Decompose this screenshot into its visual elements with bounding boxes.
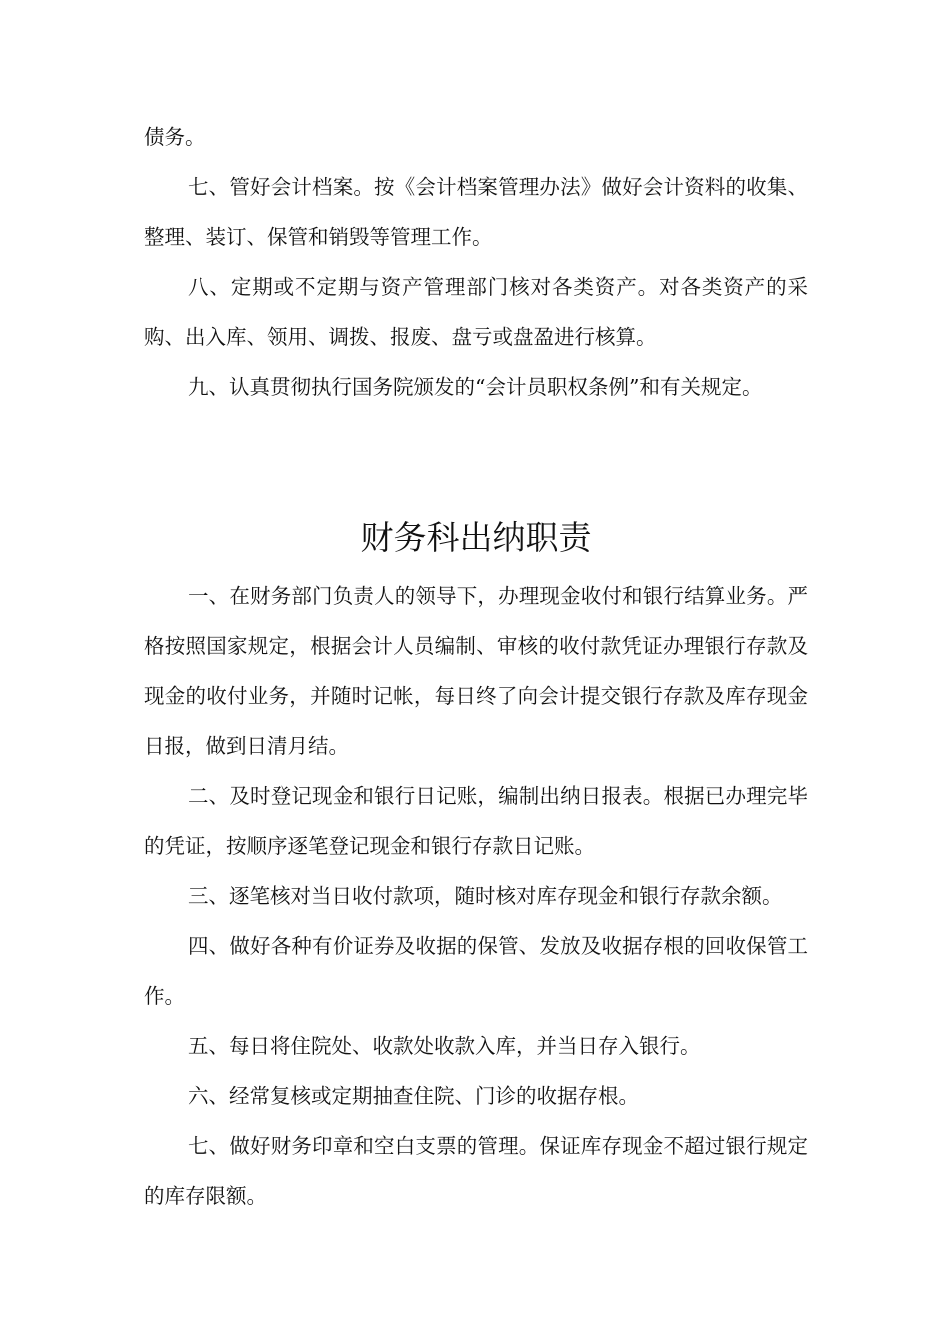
paragraph: 八、定期或不定期与资产管理部门核对各类资产。对各类资产的采购、出入库、领用、调拨、报废、盘亏或盘盈进行核算。	[144, 275, 808, 349]
section-cashier-duties	[144, 571, 808, 1221]
paragraph: 二、及时登记现金和银行日记账，编制出纳日报表。根据已办理完毕的凭证，按顺序逐笔登记现金和银行存款日记账。	[144, 784, 808, 858]
paragraph: 债务。	[144, 125, 206, 149]
paragraph: 七、做好财务印章和空白支票的管理。保证库存现金不超过银行规定的库存限额。	[144, 1134, 808, 1208]
paragraph: 一、在财务部门负责人的领导下，办理现金收付和银行结算业务。严格按照国家规定，根据会计人员编制、审核的收付款凭证办理银行存款及现金的收付业务，并随时记帐，每日终了向会计提交银行存款及库存现金日报，做到日清月结。	[144, 584, 808, 758]
paragraph: 五、每日将住院处、收款处收款入库，并当日存入银行。	[188, 1034, 701, 1058]
section-accounting-duties-continued	[144, 112, 808, 412]
section-title: 财务科出纳职责	[360, 518, 592, 557]
paragraph: 九、认真贯彻执行国务院颁发的“会计员职权条例”和有关规定。	[188, 375, 763, 399]
paragraph: 四、做好各种有价证券及收据的保管、发放及收据存根的回收保管工作。	[144, 934, 808, 1008]
document-body	[144, 112, 808, 1221]
paragraph: 三、逐笔核对当日收付款项，随时核对库存现金和银行存款余额。	[188, 884, 783, 908]
paragraph: 七、管好会计档案。按《会计档案管理办法》做好会计资料的收集、整理、装订、保管和销毁等管理工作。	[144, 175, 808, 249]
paragraph: 六、经常复核或定期抽查住院、门诊的收据存根。	[188, 1084, 639, 1108]
